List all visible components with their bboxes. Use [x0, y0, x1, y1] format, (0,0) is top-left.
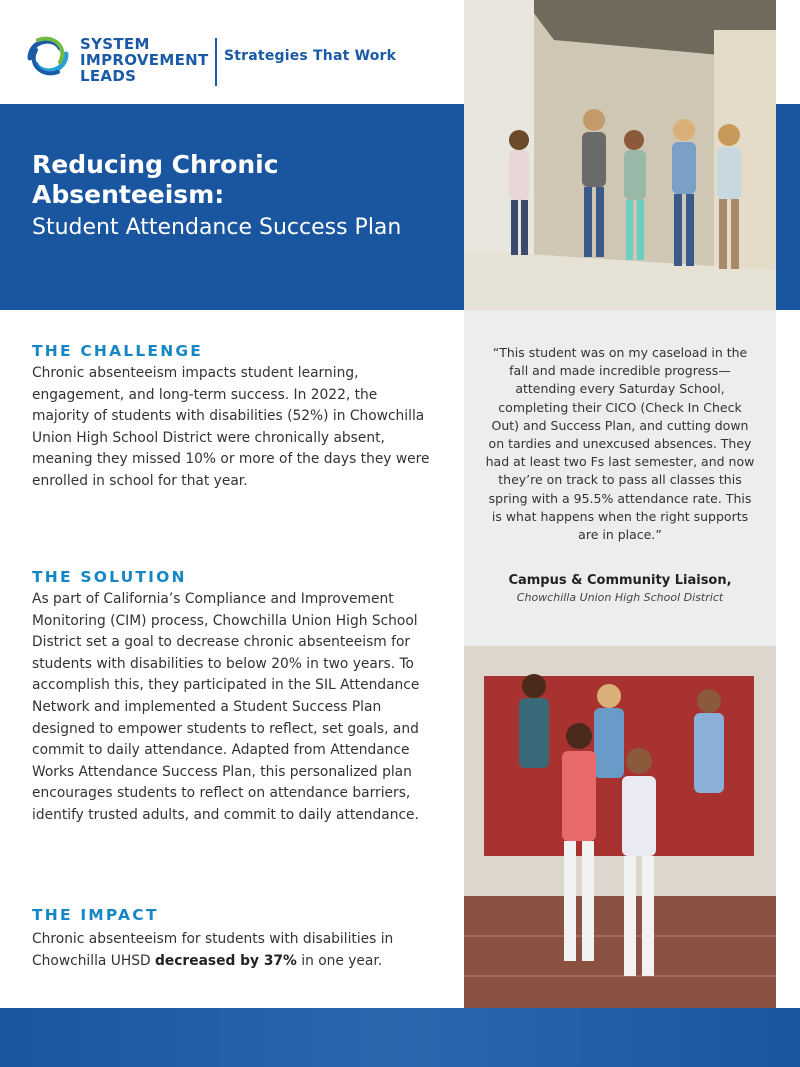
solution-body: As part of California’s Compliance and Improvement Monitoring (CIM) process, Chowchilla Union High School District set a goal to decrease chronic absenteeism for students with disabilities to below 20% in two years. To accomplish this, they participated in the SIL Attendance Network and implemented a Student Success Plan designed to empower students to reflect, set goals, and commit to daily attendance. Adapted from Attendance Works Attendance Success Plan, this personalized plan encourages students to reflect on attendance barriers, identify trusted adults, and commit to daily attendance.	[32, 591, 420, 823]
hero-title: Reducing Chronic Absenteeism:	[32, 150, 279, 209]
brand-line-1: SYSTEM	[80, 35, 150, 53]
quote-organization: Chowchilla Union High School District	[516, 591, 724, 604]
sil-logo-icon	[20, 28, 76, 84]
challenge-body: Chronic absenteeism impacts student learning, engagement, and long-term success. In 2022, the majority of students with disabilities (52%) in Chowchilla Union High School District were chronically absent, meaning they missed 10% or more of the days they were enrolled in school for that year.	[32, 365, 430, 489]
solution-heading: THE SOLUTION	[32, 568, 187, 586]
brand-wordmark	[80, 36, 209, 84]
students-running-photo	[464, 0, 776, 310]
tagline: Strategies That Work	[224, 48, 397, 64]
challenge-heading: THE CHALLENGE	[32, 342, 204, 360]
testimonial-quote: “This student was on my caseload in the fall and made incredible progress—attending every Saturday School, completing their CICO (Check In Check Out) and Success Plan, and cutting down on tardies and unexcused absences. They had at least two Fs last semester, and now they’re on track to pass all classes this spring with a 95.5% attendance rate. This is what happens when the right supports are in place.”	[485, 345, 755, 543]
impact-text-after: in one year.	[296, 952, 383, 969]
hero-subtitle: Student Attendance Success Plan	[32, 215, 402, 240]
impact-text-before: Chronic absenteeism for students with disabilities in Chowchilla UHSD	[32, 931, 394, 969]
quote-author: Campus & Community Liaison,	[508, 573, 732, 588]
students-stairs-photo	[464, 646, 776, 1067]
impact-highlight: decreased by 37%	[155, 952, 297, 969]
impact-heading: THE IMPACT	[32, 906, 159, 924]
footer-band	[0, 1008, 800, 1067]
brand-line-3: LEADS	[80, 67, 137, 85]
brand-divider	[215, 38, 217, 86]
impact-body	[32, 929, 430, 972]
brand-line-2: IMPROVEMENT	[80, 51, 209, 69]
